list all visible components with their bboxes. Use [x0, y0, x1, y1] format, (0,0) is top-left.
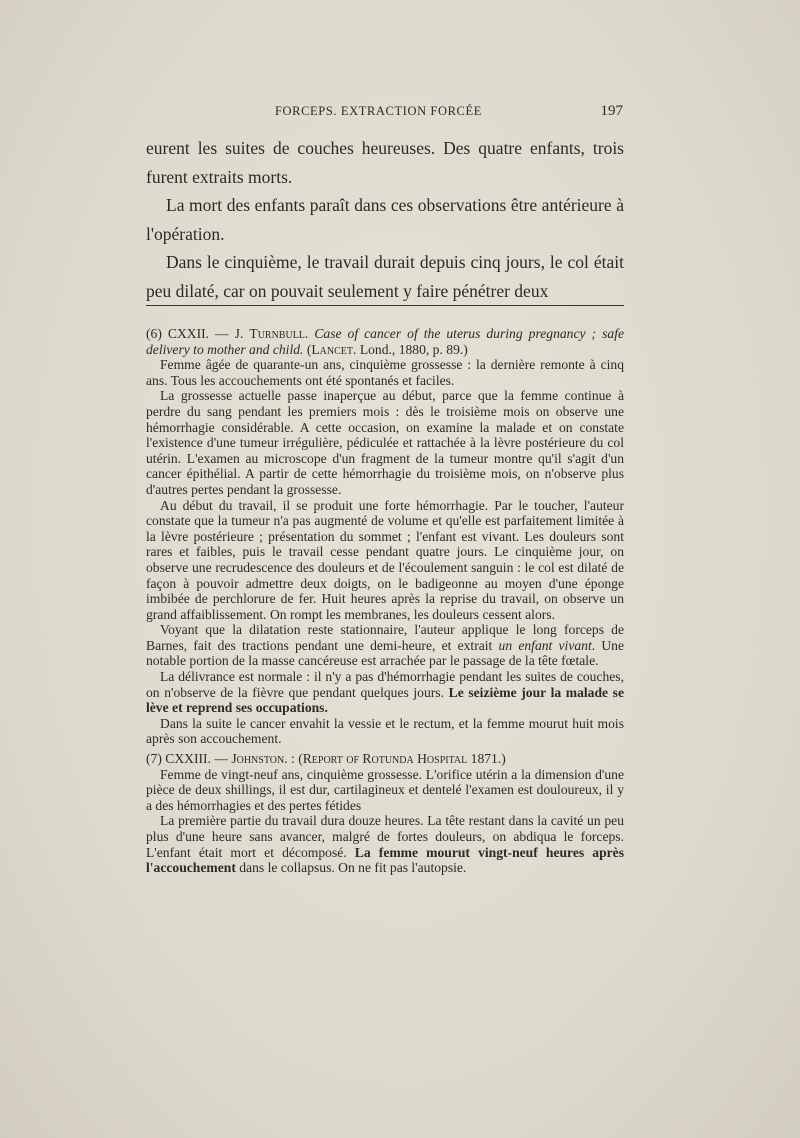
main-paragraph-2: La mort des enfants paraît dans ces observations être antérieure à l'opération. [146, 195, 624, 244]
note-6-paragraph-delivery [146, 669, 624, 716]
note-6-sep: . [304, 326, 315, 341]
main-text [146, 134, 624, 305]
note-7-paragraph-1: Femme de vingt-neuf ans, cinquième grossesse. L'orifice utérin a la dimension d'une pièce de deux shillings, il est dur, cartilagineux et dentelé l'examen est douloureux, il y a des hémorrhagies et des pertes fétides [146, 766, 624, 813]
note-7-text-b: dans le collapsus. On ne fit pas l'autopsie. [235, 860, 467, 876]
footnotes [146, 326, 624, 876]
page-number: 197 [600, 103, 623, 119]
note-7-ref: (7) CXXIII. — [146, 751, 232, 767]
note-6-heading [146, 326, 624, 357]
note-6-delivery-bold: Le seizième jour la malade se lève et reprend ses occupations. [146, 684, 624, 716]
note-6-paragraph-extraction [146, 622, 624, 669]
main-paragraph-1: eurent les suites de couches heureuses. Des quatre enfants, trois furent extraits morts. [146, 138, 624, 187]
note-7-source: . : (Report of Rotunda Hospital 1871.) [284, 751, 506, 767]
note-7-paragraph-2 [146, 813, 624, 875]
note-6-extract-text-a: Voyant que la dilatation reste stationnaire, l'auteur applique le long forceps de Barnes, fait des tractions pendant une demi-heure, et extrait [146, 622, 624, 653]
note-7-author: Johnston [231, 751, 285, 767]
running-head: FORCEPS. EXTRACTION FORCÉE [275, 104, 482, 118]
note-7-text-a: La première partie du travail dura douze heures. La tête restant dans la cavité un peu plus d'une heure sans avancer, malgré de fortes douleurs, on abdiqua le forceps. L'enfant était mort et décomposé. [146, 813, 624, 860]
note-7-bold: La femme mourut vingt-neuf heures après l'accouchement [146, 844, 624, 876]
note-6-author: Turnbull [249, 326, 305, 341]
main-paragraph-3: Dans le cinquième, le travail durait depuis cinq jours, le col était peu dilaté, car on pouvait seulement y faire pénétrer deux [146, 252, 624, 301]
page-header [275, 104, 623, 124]
note-6-src-rest: . Lond., 1880, p. 89.) [353, 341, 468, 357]
note-6-extract-text-b: . Une notable portion de la masse cancéreuse est arrachée par le passage de la tête fœtale. [146, 637, 624, 669]
note-6-paragraph-3: Au début du travail, il se produit une forte hémorrhagie. Par le toucher, l'auteur constate que la tumeur n'a pas augmenté de volume et qu'elle est parfaitement limitée à la lèvre postérieure ; présentation du sommet ; l'enfant est vivant. Les douleurs sont rares et faibles, puis le travail cesse pendant quatre jours. Le cinquième jour, on observe une recrudescence des douleurs et de l'écoulement sanguin : le col est dilaté de façon à pouvoir admettre deux doigts, on le badigeonne au moyen d'une éponge imbibée de perchlorure de fer. Huit heures après la reprise du travail, on observe un grand affaiblissement. On rompt les membranes, les douleurs cessent alors. [146, 497, 624, 622]
note-6-src-open: ( [303, 341, 312, 357]
note-6-extract-emphasis: un enfant vivant [498, 637, 592, 653]
note-6-title: Case of cancer of the uterus during pregnancy ; safe delivery to mother and child. [146, 326, 625, 357]
note-6-paragraph-2: La grossesse actuelle passe inaperçue au début, parce que la femme continue à perdre du sang pendant les premiers mois : dès le troisième mois on observe une hémorrhagie considérable. A cette occasion, on examine la malade et on constate l'existence d'une tumeur irrégulière, pédiculée et rattachée à la lèvre postérieure du col utérin. L'examen au microscope d'un fragment de la tumeur montre qu'il s'agit d'un cancer épithélial. A partir de cette hémorrhagie du troisième mois, on n'observe plus d'autres pertes pendant la grossesse. [146, 388, 624, 497]
note-6-delivery-text: La délivrance est normale : il n'y a pas d'hémorrhagie pendant les suites de couches, on n'observe de la fièvre que pendant quelques jours. [146, 669, 624, 700]
note-6-paragraph-1: Femme âgée de quarante-un ans, cinquième grossesse : la dernière remonte à cinq ans. Tous les accouchements ont été spontanés et faciles. [146, 357, 624, 388]
footnote-separator [146, 305, 624, 306]
note-6-ref: (6) CXXII. — J. [146, 326, 250, 341]
note-6-paragraph-final: Dans la suite le cancer envahit la vessie et le rectum, et la femme mourut huit mois après son accouchement. [146, 715, 624, 747]
note-7-heading [146, 751, 624, 767]
note-6-journal: Lancet [311, 341, 354, 357]
